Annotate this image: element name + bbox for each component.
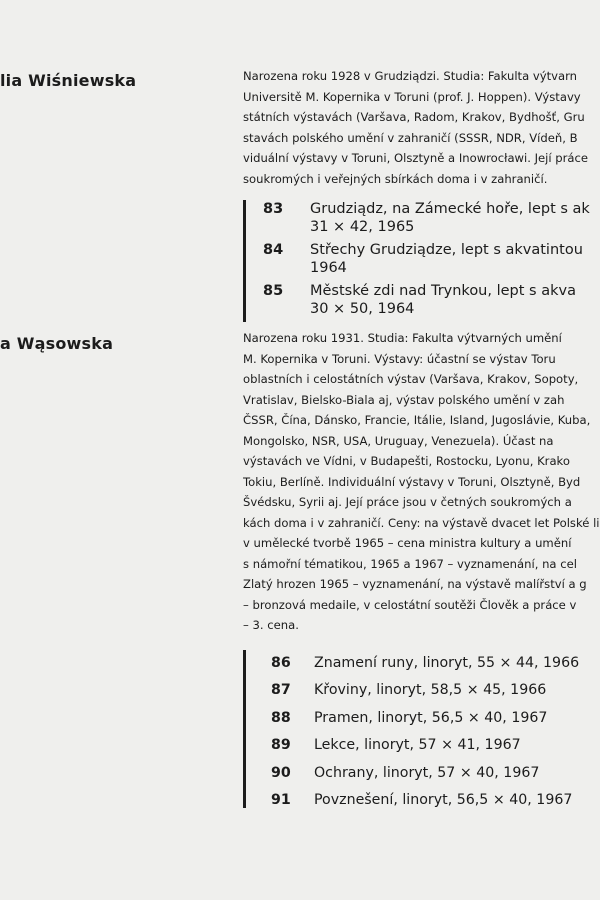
bio-line: M. Kopernika v Toruni. Výstavy: účastní se výstav Toru <box>243 351 556 366</box>
bio-line: Tokiu, Berlíně. Individuální výstavy v Toruni, Olsztyně, Byd <box>243 474 581 489</box>
work-entry <box>246 200 600 241</box>
work-detail-line: 1964 <box>310 260 347 276</box>
artist-name: lia Wiśniewska <box>0 71 137 90</box>
bio-line: – bronzová medaile, v celostátní soutěži Člověk a práce v <box>243 597 577 612</box>
work-entry <box>246 705 600 732</box>
works-list <box>243 200 600 322</box>
artist-biography <box>243 66 600 189</box>
bio-line: výstavách ve Vídni, v Budapešti, Rostocku, Lyonu, Krako <box>243 454 570 468</box>
bio-line: Vratislav, Bielsko-Biala aj, výstav polského umění v zah <box>243 392 565 407</box>
bio-line: – 3. cena. <box>243 618 299 632</box>
work-number: 83 <box>263 201 284 217</box>
bio-line: státních výstavách (Varšava, Radom, Krakov, Bydhošť, Gru <box>243 110 585 124</box>
work-title-line: Střechy Grudziądze, lept s akvatintou <box>310 242 583 258</box>
work-number: 91 <box>271 791 291 808</box>
work-entry <box>246 677 600 704</box>
bio-line: Narozena roku 1931. Studia: Fakulta výtvarných umění <box>243 331 562 345</box>
work-detail-line: 30 × 50, 1964 <box>310 301 415 317</box>
bio-line: Universitě M. Kopernika v Toruni (prof. J. Hoppen). Výstavy <box>243 89 581 104</box>
bio-line: viduální výstavy v Toruni, Olsztyně a Inowrocławi. Její práce <box>243 151 589 165</box>
bio-line: v umělecké tvorbě 1965 – cena ministra kultury a umění <box>243 536 572 550</box>
bio-line: oblastních i celostátních výstav (Varšava, Krakov, Sopoty, <box>243 372 579 386</box>
work-description <box>310 200 590 236</box>
work-description: Ochrany, linoryt, 57 × 40, 1967 <box>314 764 540 781</box>
work-entry <box>246 650 600 677</box>
work-number: 90 <box>271 764 291 781</box>
work-description: Znamení runy, linoryt, 55 × 44, 1966 <box>314 655 580 671</box>
bio-line: soukromých i veřejných sbírkách doma i v zahraničí. <box>243 171 548 186</box>
bio-line: Mongolsko, NSR, USA, Uruguay, Venezuela). Účast na <box>243 433 554 448</box>
bio-line: Narozena roku 1928 v Grudziądzi. Studia: Fakulta výtvarn <box>243 69 578 83</box>
bio-line: kách doma i v zahraničí. Ceny: na výstavě dvacet let Polské li <box>243 515 600 530</box>
works-list <box>243 650 600 808</box>
artist-biography <box>243 328 600 636</box>
work-entry <box>246 282 600 322</box>
work-entry <box>246 760 600 787</box>
work-description <box>310 241 583 277</box>
work-description <box>310 282 576 318</box>
work-number: 87 <box>271 682 291 699</box>
work-entry <box>246 732 600 759</box>
work-entry <box>246 241 600 282</box>
work-number: 84 <box>263 242 284 258</box>
bio-line: ČSSR, Čína, Dánsko, Francie, Itálie, Island, Jugoslávie, Kuba, <box>243 413 591 427</box>
work-number: 88 <box>271 709 291 726</box>
work-number: 89 <box>271 737 291 754</box>
work-number: 86 <box>271 655 291 671</box>
bio-line: Švédsku, Syrii aj. Její práce jsou v četných soukromých a <box>243 495 572 509</box>
work-description: Povznešení, linoryt, 56,5 × 40, 1967 <box>314 791 573 808</box>
work-entry <box>246 787 600 808</box>
bio-line: s námořní tématikou, 1965 a 1967 – vyznamenání, na cel <box>243 556 577 571</box>
work-description: Křoviny, linoryt, 58,5 × 45, 1966 <box>314 682 547 699</box>
work-description: Pramen, linoryt, 56,5 × 40, 1967 <box>314 709 548 726</box>
bio-line: stavách polského umění v zahraničí (SSSR, NDR, Vídeň, B <box>243 130 578 145</box>
work-title-line: Městské zdi nad Trynkou, lept s akva <box>310 283 576 299</box>
work-number: 85 <box>263 283 284 299</box>
bio-line: Zlatý hrozen 1965 – vyznamenání, na výstavě malířství a g <box>243 577 587 591</box>
artist-name: a Wąsowska <box>0 334 114 353</box>
work-detail-line: 31 × 42, 1965 <box>310 219 415 235</box>
work-description: Lekce, linoryt, 57 × 41, 1967 <box>314 737 521 754</box>
work-title-line: Grudziądz, na Zámecké hoře, lept s ak <box>310 201 590 217</box>
